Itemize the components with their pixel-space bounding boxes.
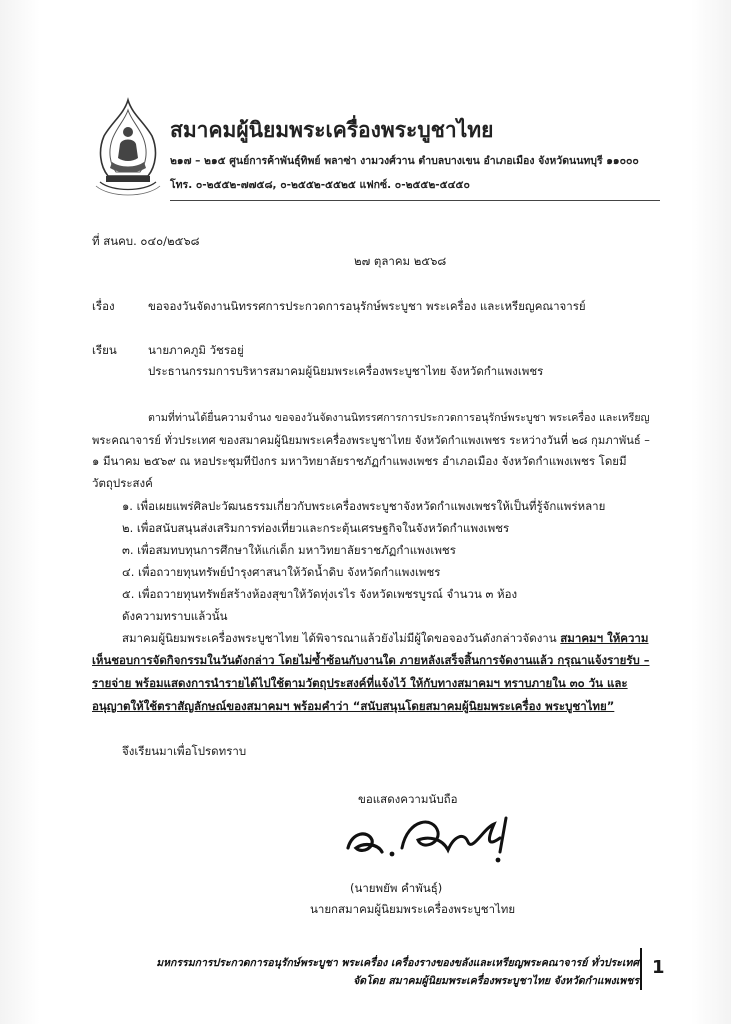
footer-organizer: จัดโดย สมาคมผู้นิยมพระเครื่องพระบูชาไทย จังหวัดกำแพงเพชร <box>353 975 639 987</box>
approval-line <box>122 630 648 648</box>
body-paragraph-line: พระคณาจารย์ ทั่วประเทศ ของสมาคมผู้นิยมพระเครื่องพระบูชาไทย จังหวัดกำแพงเพชร ระหว่างวันที่ ๒๘ กุมภาพันธ์ – <box>92 434 650 447</box>
organization-phone: โทร. ๐-๒๕๕๒-๗๗๕๘, ๐-๒๕๕๒-๕๕๒๕ แฟกซ์. ๐-๒๕๕๒-๕๔๕๐ <box>170 179 470 191</box>
reference-number: ที่ สนคบ. ๐๔๐/๒๕๖๘ <box>92 234 200 248</box>
page-number: 1 <box>652 957 665 978</box>
organization-address: ๒๑๗ – ๒๑๕ ศูนย์การค้าพันธุ์ทิพย์ พลาซ่า งามวงศ์วาน ตำบลบางเขน อำเภอเมือง จังหวัดนนทบุรี ๑๑๐๐๐ <box>170 155 639 167</box>
closing-intro: ดังความทราบแล้วนั้น <box>122 609 228 623</box>
body-paragraph-line: ๑ มีนาคม ๒๕๖๙ ณ หอประชุมทีปังกร มหาวิทยาลัยราชภัฏกำแพงเพชร อำเภอเมือง จังหวัดกำแพงเพชร โดยมี <box>92 454 627 468</box>
approval-condition-line: อนุญาตให้ใช้ตราสัญลักษณ์ของสมาคมฯ พร้อมคำว่า “สนับสนุนโดยสมาคมผู้นิยมพระเครื่อง พระบูชาไทย” <box>92 699 615 713</box>
handwritten-signature-icon <box>338 808 528 868</box>
closing-sentence: จึงเรียนมาเพื่อโปรดทราบ <box>122 744 247 758</box>
body-paragraph-line: วัตถุประสงค์ <box>92 476 153 490</box>
organization-name: สมาคมผู้นิยมพระเครื่องพระบูชาไทย <box>170 117 494 142</box>
recipient-label: เรียน <box>92 343 117 357</box>
footer-divider <box>640 948 642 990</box>
approval-text: สมาคมผู้นิยมพระเครื่องพระบูชาไทย ได้พิจารณาแล้วยังไม่มีผู้ใดขอจองวันดังกล่าวจัดงาน <box>122 631 561 645</box>
objective-item: ๒. เพื่อสนับสนุนส่งเสริมการท่องเที่ยวและกระตุ้นเศรษฐกิจในจังหวัดกำแพงเพชร <box>122 521 510 535</box>
signatory-position: นายกสมาคมผู้นิยมพระเครื่องพระบูชาไทย <box>310 902 516 916</box>
recipient-name: นายภาคภูมิ วัชรอยู่ <box>148 343 244 357</box>
letter-date: ๒๗ ตุลาคม ๒๕๖๘ <box>354 254 447 268</box>
approval-condition-line: เห็นชอบการจัดกิจกรรมในวันดังกล่าว โดยไม่ซ้ำซ้อนกับงานใด ภายหลังเสร็จสิ้นการจัดงานแล้ว กรุณาแจ้งรายรับ – <box>92 653 650 667</box>
letterhead-divider <box>170 200 660 201</box>
footer-event-title: มหกรรมการประกวดการอนุรักษ์พระบูชา พระเครื่อง เครื่องรางของขลังและเหรียญพระคณาจารย์ ทั่วประเทศ <box>156 957 639 969</box>
approval-emphasis: สมาคมฯ ให้ความ <box>560 631 649 645</box>
approval-condition-line: รายจ่าย พร้อมแสดงการนำรายได้ไปใช้ตามวัตถุประสงค์ที่แจ้งไว้ ให้กับทางสมาคมฯ ทราบภายใน ๓๐ วัน และ <box>92 676 628 690</box>
regards-text: ขอแสดงความนับถือ <box>358 792 458 806</box>
objective-item: ๕. เพื่อถวายทุนทรัพย์สร้างห้องสุขาให้วัดทุ่งเรไร จังหวัดเพชรบูรณ์ จำนวน ๓ ห้อง <box>122 587 518 601</box>
body-paragraph-line: ตามที่ท่านได้ยื่นความจำนง ขอจองวันจัดงานนิทรรศการการประกวดการอนุรักษ์พระบูชา พระเครื่อง และเหรียญ <box>148 411 650 424</box>
objective-item: ๔. เพื่อถวายทุนทรัพย์บำรุงศาสนาให้วัดน้ำดิบ จังหวัดกำแพงเพชร <box>122 565 441 579</box>
subject-label: เรื่อง <box>92 299 115 313</box>
subject-text: ขอจองวันจัดงานนิทรรศการประกวดการอนุรักษ์พระบูชา พระเครื่อง และเหรียญคณาจารย์ <box>148 299 586 313</box>
recipient-title: ประธานกรรมการบริหารสมาคมผู้นิยมพระเครื่องพระบูชาไทย จังหวัดกำแพงเพชร <box>148 364 544 378</box>
association-logo-icon <box>92 96 164 200</box>
signatory-name: (นายพยัพ คำพันธุ์) <box>350 881 443 895</box>
objective-item: ๓. เพื่อสมทบทุนการศึกษาให้แก่เด็ก มหาวิทยาลัยราชภัฏกำแพงเพชร <box>122 543 456 557</box>
objective-item: ๑. เพื่อเผยแพร่ศิลปะวัฒนธรรมเกี่ยวกับพระเครื่องพระบูชาจังหวัดกำแพงเพชรให้เป็นที่รู้จักแพร่หลาย <box>122 499 606 513</box>
